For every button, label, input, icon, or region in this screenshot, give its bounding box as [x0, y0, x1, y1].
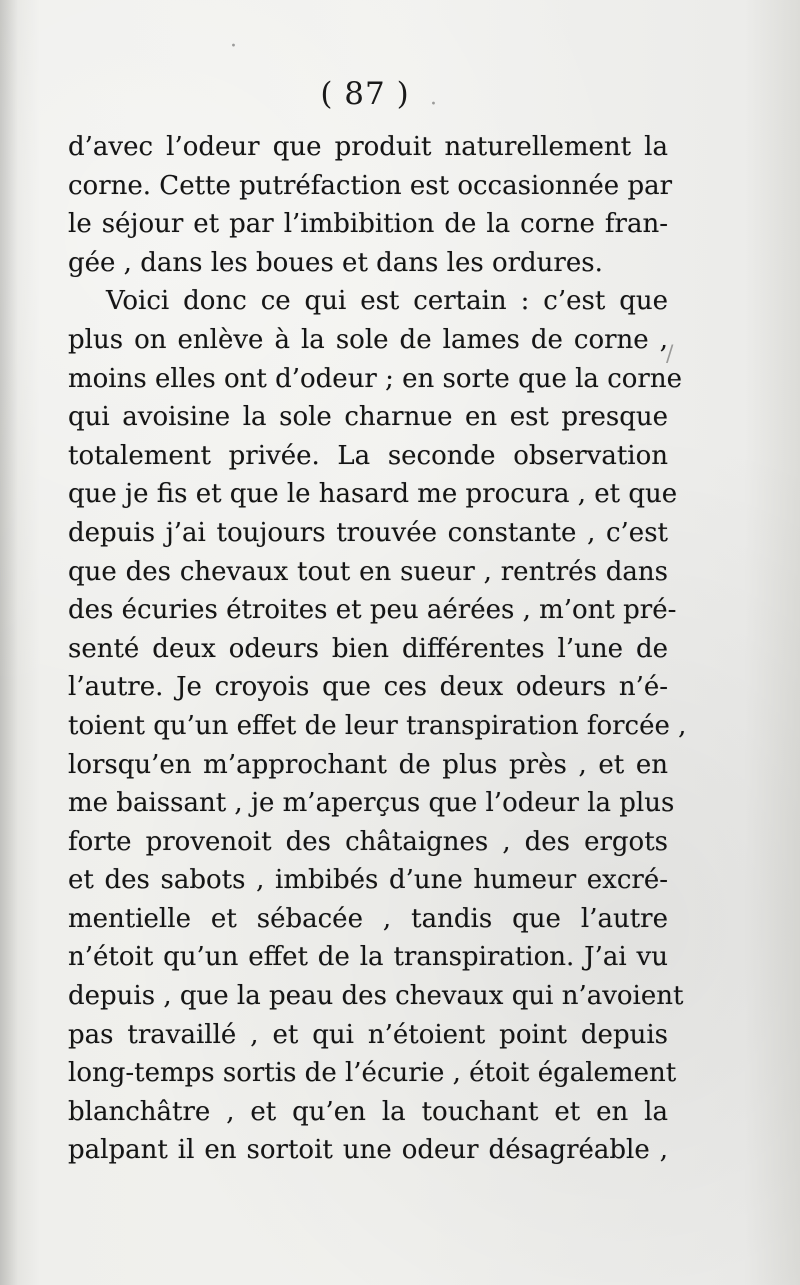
page-edge-shadow [0, 0, 18, 1285]
text-line: plus on enlève à la sole de lames de corne , [68, 324, 668, 355]
text-line: pas travaillé , et qui n’étoient point depuis [68, 1019, 668, 1050]
text-line: moins elles ont d’odeur ; en sorte que la corne [68, 363, 682, 394]
text-line: n’étoit qu’un effet de la transpiration. J’ai vu [68, 942, 668, 973]
text-line: blanchâtre , et qu’en la touchant et en la [68, 1096, 668, 1127]
text-line: des écuries étroites et peu aérées , m’ont pré- [68, 595, 677, 626]
paper-speck: · [230, 34, 237, 59]
text-line: corne. Cette putréfaction est occasionnée par [68, 170, 673, 201]
text-line: d’avec l’odeur que produit naturellement la [68, 132, 668, 162]
text-line: gée , dans les boues et dans les ordures. [68, 247, 603, 278]
body-text [68, 128, 687, 1170]
text-line: forte provenoit des châtaignes , des ergots [68, 826, 668, 857]
text-line: lorsqu’en m’approchant de plus près , et en [68, 749, 668, 780]
text-line: toient qu’un effet de leur transpiration forcée , [68, 710, 687, 741]
text-line: me baissant , je m’aperçus que l’odeur la plus [68, 788, 675, 819]
text-line: et des sabots , imbibés d’une humeur excré- [68, 865, 668, 896]
text-line: qui avoisine la sole charnue en est presque [68, 402, 668, 433]
paper-speck: · [430, 92, 437, 117]
paper-speck: / [666, 342, 674, 367]
text-line: depuis , que la peau des chevaux qui n’avoient [68, 981, 684, 1012]
text-line: le séjour et par l’imbibition de la corne fran- [68, 209, 668, 240]
text-line: que je fis et que le hasard me procura , et que [68, 479, 678, 510]
text-line: long-temps sortis de l’écurie , étoit également [68, 1058, 677, 1089]
text-line: que des chevaux tout en sueur , rentrés dans [68, 556, 668, 587]
page-number: ( 87 ) [320, 76, 410, 112]
text-line: l’autre. Je croyois que ces deux odeurs n’é- [68, 672, 668, 703]
text-line: totalement privée. La seconde observation [68, 440, 668, 471]
text-line: mentielle et sébacée , tandis que l’autre [68, 903, 668, 934]
text-line: senté deux odeurs bien différentes l’une de [68, 633, 668, 664]
text-line: depuis j’ai toujours trouvée constante , c’est [68, 517, 668, 548]
text-line: palpant il en sortoit une odeur désagréable , [68, 1135, 668, 1166]
paragraph-start-line: Voici donc ce qui est certain : c’est que [106, 286, 668, 317]
